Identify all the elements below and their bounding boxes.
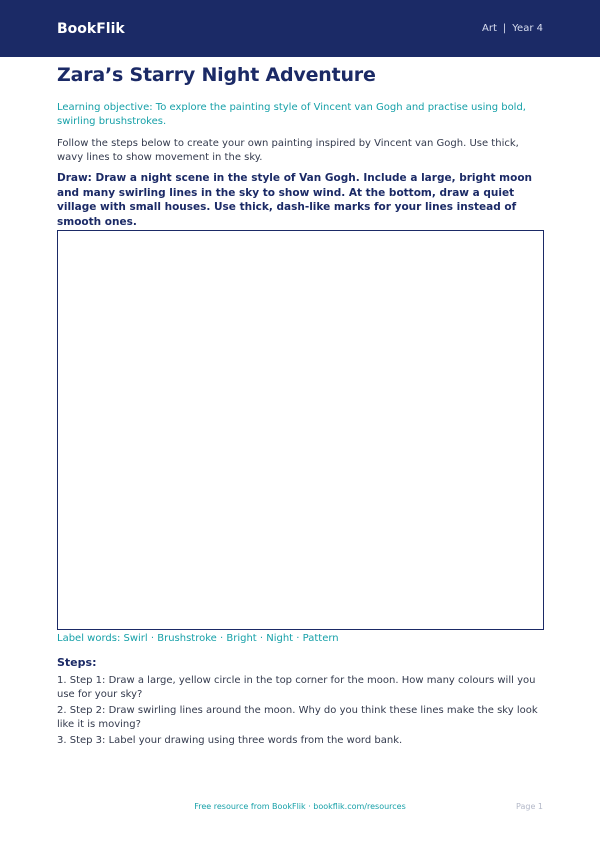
learning-objective: Learning objective: To explore the painting style of Vincent van Gogh and practise using bold, swirling brushstrokes.: [57, 102, 526, 127]
header-separator: |: [502, 23, 507, 34]
page-number: Page 1: [516, 802, 543, 811]
footer-credit: Free resource from BookFlik · bookflik.com/resources: [194, 802, 406, 811]
subject-label: Art: [482, 23, 497, 34]
instructions-text: Follow the steps below to create your own painting inspired by Vincent van Gogh. Use thick, wavy lines to show movement in the sky.: [57, 138, 519, 163]
draw-prompt: Draw: Draw a night scene in the style of Van Gogh. Include a large, bright moon and many swirling lines in the sky to show wind. At the bottom, draw a quiet village with small houses. Use thick, dash-like marks for your lines instead of smooth ones.: [57, 172, 533, 228]
step-item: 3. Step 3: Label your drawing using three words from the word bank.: [57, 735, 403, 746]
year-label: Year 4: [512, 23, 543, 34]
steps-heading: Steps:: [57, 656, 97, 669]
step-item: 1. Step 1: Draw a large, yellow circle in the top corner for the moon. How many colours will you use for your sky?: [57, 675, 536, 700]
steps-list: [57, 674, 547, 751]
page-header: [0, 0, 600, 57]
page-title: Zara’s Starry Night Adventure: [57, 64, 376, 86]
label-words: Label words: Swirl · Brushstroke · Bright · Night · Pattern: [57, 633, 339, 644]
step-item: 2. Step 2: Draw swirling lines around the moon. Why do you think these lines make the sky look like it is moving?: [57, 705, 538, 730]
drawing-area[interactable]: [57, 230, 544, 630]
brand-logo: BookFlik: [57, 20, 125, 37]
header-meta: [482, 23, 543, 34]
